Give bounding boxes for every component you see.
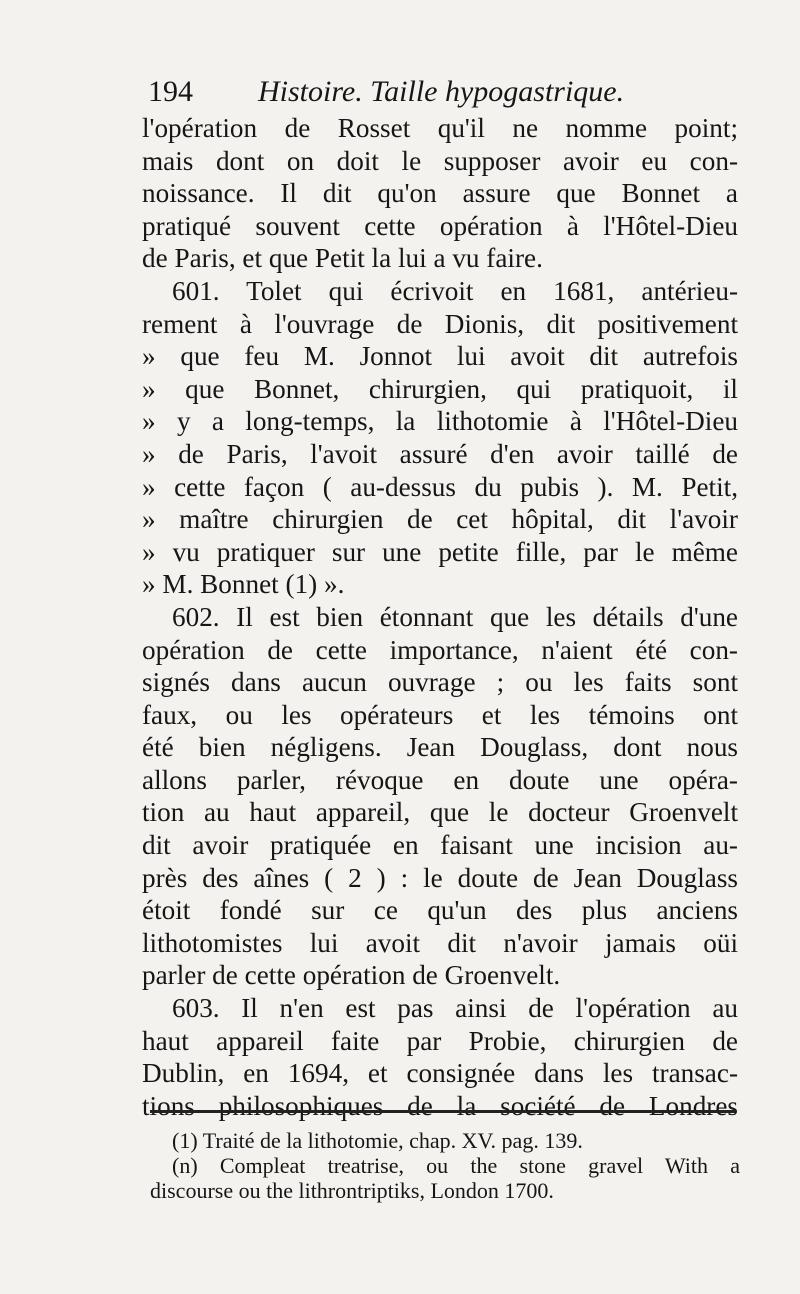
text-line: pratiqué souvent cette opération à l'Hôtel-Dieu (142, 210, 738, 241)
quote-line: » vu pratiquer sur une petite fille, par le même (142, 536, 738, 567)
quote-line: » de Paris, l'avoit assuré d'en avoir taillé de (142, 438, 738, 469)
page-number: 194 (148, 75, 193, 108)
paragraph-601-start: 601. Tolet qui écrivoit en 1681, antérieu- (172, 275, 738, 306)
running-title: Histoire. Taille hypogastrique. (258, 75, 625, 108)
text-line: été bien négligens. Jean Douglass, dont nous (142, 732, 738, 763)
text-line: opération de cette importance, n'aient été con- (142, 634, 738, 665)
text-line: lithotomistes lui avoit dit n'avoir jamais oüi (142, 927, 738, 958)
running-header (148, 72, 748, 112)
text-line: près des aînes ( 2 ) : le doute de Jean Douglass (142, 862, 738, 893)
text-line: Dublin, en 1694, et consignée dans les transac- (142, 1058, 738, 1089)
text-line: faux, ou les opérateurs et les témoins ont (142, 699, 738, 730)
text-line: allons parler, révoque en doute une opéra- (142, 764, 738, 795)
quote-line: » cette façon ( au-dessus du pubis ). M. Petit, (142, 471, 738, 502)
quote-line: » y a long-temps, la lithotomie à l'Hôtel-Dieu (142, 406, 738, 437)
text-line: parler de cette opération de Groenvelt. (142, 960, 561, 991)
paragraph-603-start: 603. Il n'en est pas ainsi de l'opération au (172, 993, 738, 1024)
text-line: noissance. Il dit qu'on assure que Bonnet a (142, 178, 738, 209)
paragraph-602-start: 602. Il est bien étonnant que les détails d'une (172, 601, 738, 632)
footnote-rule (150, 1110, 736, 1113)
text-line: mais dont on doit le supposer avoir eu con- (142, 145, 738, 176)
footnotes (150, 1128, 740, 1203)
text-line: étoit fondé sur ce qu'un des plus anciens (142, 895, 738, 926)
text-line: rement à l'ouvrage de Dionis, dit positivement (142, 308, 738, 339)
quote-line: » M. Bonnet (1) ». (142, 569, 345, 600)
quote-line: » que Bonnet, chirurgien, qui pratiquoit, il (142, 373, 738, 404)
text-line: dit avoir pratiquée en faisant une incision au- (142, 830, 738, 861)
text-line: haut appareil faite par Probie, chirurgien de (142, 1025, 738, 1056)
footnote-2-continued: discourse ou the lithrontriptiks, London 1700. (150, 1178, 554, 1203)
footnote-1: (1) Traité de la lithotomie, chap. XV. pag. 139. (172, 1128, 583, 1153)
text-line: tions philosophiques de la société de Londres (142, 1090, 738, 1121)
quote-line: » maître chirurgien de cet hôpital, dit l'avoir (142, 504, 738, 535)
body-text (142, 112, 738, 1122)
quote-line: » que feu M. Jonnot lui avoit dit autrefois (142, 341, 738, 372)
text-line: de Paris, et que Petit la lui a vu faire. (142, 243, 543, 274)
text-line: signés dans aucun ouvrage ; ou les faits sont (142, 667, 738, 698)
footnote-2: (n) Compleat treatrise, ou the stone gravel With a (172, 1153, 740, 1178)
text-line: l'opération de Rosset qu'il ne nomme point; (142, 113, 738, 143)
text-line: tion au haut appareil, que le docteur Groenvelt (142, 797, 738, 828)
